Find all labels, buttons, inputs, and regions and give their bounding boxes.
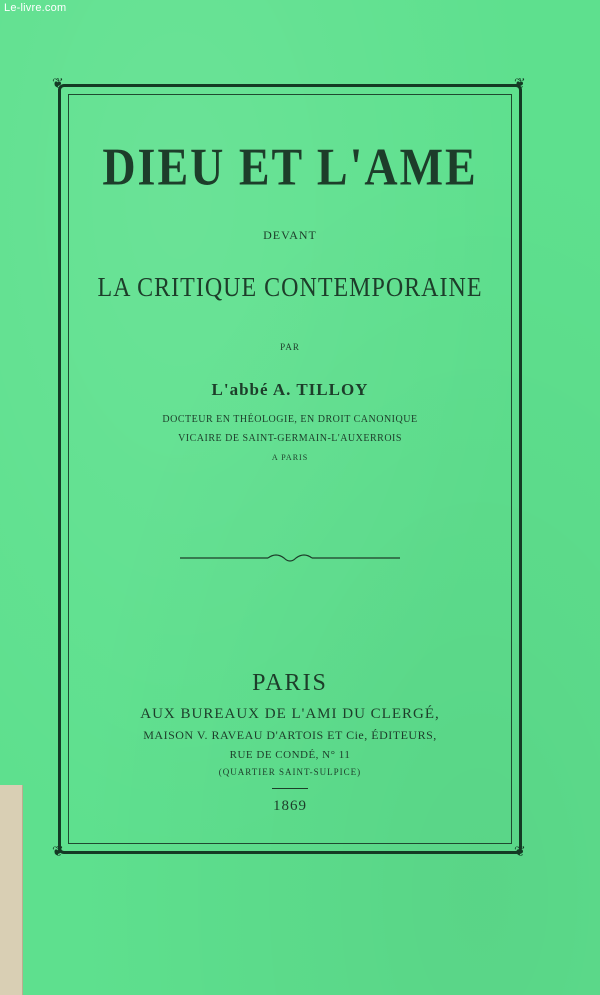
publisher-line: MAISON V. RAVEAU D'ARTOIS ET Cie, ÉDITEURS, — [143, 728, 437, 742]
publisher-line: AUX BUREAUX DE L'AMI DU CLERGÉ, — [140, 706, 440, 722]
publisher-quarter: (QUARTIER SAINT-SULPICE) — [218, 767, 362, 777]
watermark: Le-livre.com — [4, 2, 67, 14]
devant-text: DEVANT — [263, 228, 317, 242]
divider — [272, 788, 308, 789]
library-label-strip — [0, 785, 23, 995]
author-credential: A PARIS — [271, 453, 309, 462]
corner-ornament-icon: ❦ — [514, 845, 526, 860]
publication-city: PARIS — [252, 670, 328, 696]
book-subtitle: LA CRITIQUE CONTEMPORAINE — [97, 272, 483, 303]
book-title: DIEU ET L'AME — [102, 137, 478, 196]
corner-ornament-icon: ❦ — [514, 77, 526, 92]
corner-ornament-icon: ❦ — [52, 845, 64, 860]
author-name: L'abbé A. TILLOY — [211, 380, 369, 399]
par-text: PAR — [280, 342, 300, 352]
author-credential: VICAIRE DE SAINT-GERMAIN-L'AUXERROIS — [178, 433, 402, 444]
publisher-address: RUE DE CONDÉ, N° 11 — [229, 749, 351, 761]
corner-ornament-icon: ❦ — [52, 77, 64, 92]
publication-year: 1869 — [273, 798, 307, 814]
author-credential: DOCTEUR EN THÉOLOGIE, EN DROIT CANONIQUE — [162, 414, 418, 425]
ornamental-rule — [180, 552, 400, 564]
